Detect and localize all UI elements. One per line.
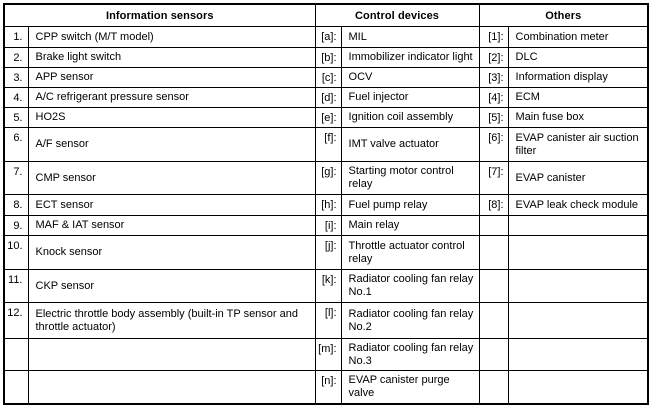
sensor-number: 10. (4, 236, 28, 270)
table-row (4, 195, 648, 216)
sensor-name: Electric throttle body assembly (built-in TP sensor and throttle actuator) (28, 303, 315, 339)
other-id: [7]: (479, 162, 508, 195)
sensor-number: 3. (4, 68, 28, 88)
sensor-number: 8. (4, 195, 28, 216)
device-id: [m]: (315, 339, 341, 371)
sensor-number: 2. (4, 48, 28, 68)
sensor-number: 4. (4, 88, 28, 108)
other-id: [3]: (479, 68, 508, 88)
table-row (4, 88, 648, 108)
sensor-number: 1. (4, 27, 28, 48)
other-id (479, 339, 508, 371)
component-index-table (3, 3, 649, 405)
sensor-name: Brake light switch (28, 48, 315, 68)
sensor-number: 12. (4, 303, 28, 339)
device-name: EVAP canister purge valve (341, 371, 479, 404)
sensor-number (4, 371, 28, 404)
table-row (4, 371, 648, 404)
sensor-name: MAF & IAT sensor (28, 216, 315, 236)
other-id: [5]: (479, 108, 508, 128)
device-name: Fuel pump relay (341, 195, 479, 216)
other-name (508, 236, 648, 270)
table-row (4, 27, 648, 48)
header-control-devices: Control devices (315, 4, 479, 27)
table-row (4, 48, 648, 68)
device-id: [g]: (315, 162, 341, 195)
sensor-number: 7. (4, 162, 28, 195)
sensor-name: CKP sensor (28, 270, 315, 303)
sensor-name: HO2S (28, 108, 315, 128)
header-others: Others (479, 4, 648, 27)
table-row (4, 270, 648, 303)
device-name: Fuel injector (341, 88, 479, 108)
other-id: [6]: (479, 128, 508, 162)
device-name: Throttle actuator control relay (341, 236, 479, 270)
sensor-name: A/C refrigerant pressure sensor (28, 88, 315, 108)
device-id: [h]: (315, 195, 341, 216)
sensor-number: 9. (4, 216, 28, 236)
device-id: [f]: (315, 128, 341, 162)
sensor-name: ECT sensor (28, 195, 315, 216)
other-id: [2]: (479, 48, 508, 68)
device-name: IMT valve actuator (341, 128, 479, 162)
other-name: EVAP canister (508, 162, 648, 195)
other-name: Information display (508, 68, 648, 88)
sensor-name: Knock sensor (28, 236, 315, 270)
other-id: [8]: (479, 195, 508, 216)
device-name: Radiator cooling fan relay No.2 (341, 303, 479, 339)
sensor-name: APP sensor (28, 68, 315, 88)
device-name: Radiator cooling fan relay No.1 (341, 270, 479, 303)
device-id: [l]: (315, 303, 341, 339)
sensor-name (28, 339, 315, 371)
device-id: [e]: (315, 108, 341, 128)
other-name (508, 339, 648, 371)
other-id (479, 371, 508, 404)
other-name (508, 303, 648, 339)
other-id (479, 236, 508, 270)
other-name: ECM (508, 88, 648, 108)
table-row (4, 108, 648, 128)
table-row (4, 68, 648, 88)
sensor-number: 6. (4, 128, 28, 162)
table-row (4, 303, 648, 339)
header-information-sensors: Information sensors (4, 4, 315, 27)
sensor-number: 11. (4, 270, 28, 303)
header-row (4, 4, 648, 27)
device-id: [k]: (315, 270, 341, 303)
device-name: MIL (341, 27, 479, 48)
other-id (479, 303, 508, 339)
device-name: OCV (341, 68, 479, 88)
device-id: [b]: (315, 48, 341, 68)
sensor-number: 5. (4, 108, 28, 128)
device-name: Radiator cooling fan relay No.3 (341, 339, 479, 371)
sensor-name: CPP switch (M/T model) (28, 27, 315, 48)
table-row (4, 236, 648, 270)
sensor-name (28, 371, 315, 404)
other-name (508, 371, 648, 404)
other-name: DLC (508, 48, 648, 68)
sensor-name: CMP sensor (28, 162, 315, 195)
device-id: [c]: (315, 68, 341, 88)
other-name (508, 216, 648, 236)
table-row (4, 339, 648, 371)
other-name: Combination meter (508, 27, 648, 48)
device-name: Starting motor control relay (341, 162, 479, 195)
sensor-name: A/F sensor (28, 128, 315, 162)
device-name: Main relay (341, 216, 479, 236)
table-row (4, 216, 648, 236)
other-id: [4]: (479, 88, 508, 108)
device-name: Ignition coil assembly (341, 108, 479, 128)
table-row (4, 162, 648, 195)
other-name: EVAP canister air suction filter (508, 128, 648, 162)
other-name: EVAP leak check module (508, 195, 648, 216)
device-id: [i]: (315, 216, 341, 236)
device-name: Immobilizer indicator light (341, 48, 479, 68)
sensor-number (4, 339, 28, 371)
other-id (479, 270, 508, 303)
device-id: [a]: (315, 27, 341, 48)
other-name (508, 270, 648, 303)
other-id: [1]: (479, 27, 508, 48)
table-row (4, 128, 648, 162)
device-id: [j]: (315, 236, 341, 270)
device-id: [n]: (315, 371, 341, 404)
device-id: [d]: (315, 88, 341, 108)
other-name: Main fuse box (508, 108, 648, 128)
other-id (479, 216, 508, 236)
